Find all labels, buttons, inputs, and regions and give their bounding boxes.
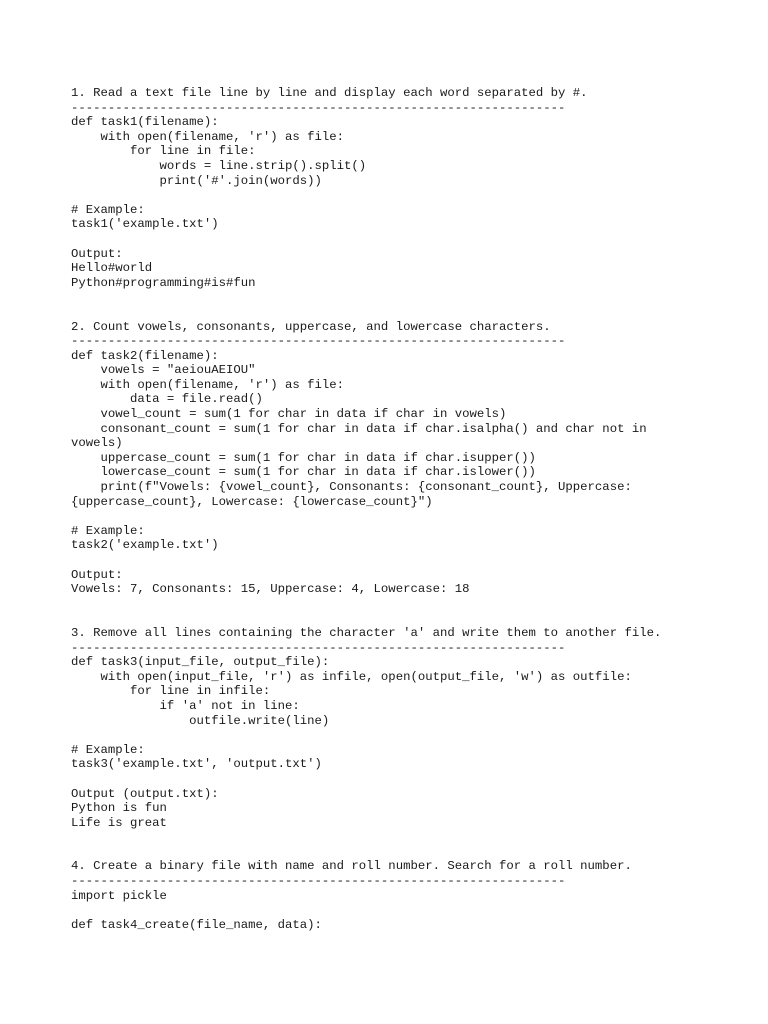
section-heading: 1. Read a text file line by line and display each word separated by #. (71, 86, 588, 100)
code-line: if 'a' not in line: (71, 698, 300, 713)
section-1 (71, 86, 751, 290)
code-line: import pickle (71, 888, 167, 903)
example-label: # Example: (71, 523, 145, 538)
output-label: Output: (71, 567, 123, 582)
code-block (71, 349, 751, 510)
code-line: words = line.strip().split() (71, 158, 367, 173)
divider: ------------------------------------------------------------------- (71, 874, 566, 889)
code-line: print('#'.join(words)) (71, 173, 322, 188)
code-line: def task4_create(file_name, data): (71, 917, 322, 932)
section-2 (71, 320, 751, 597)
output-line: Python is fun (71, 801, 167, 816)
code-line: with open(filename, 'r') as file: (71, 129, 345, 144)
example-label: # Example: (71, 742, 145, 757)
section-heading: 3. Remove all lines containing the character 'a' and write them to another file. (71, 625, 662, 640)
code-line (71, 903, 751, 918)
document-page (71, 86, 751, 932)
output-line: Python#programming#is#fun (71, 275, 256, 290)
code-line: def task2(filename): (71, 348, 219, 363)
code-line: with open(filename, 'r') as file: (71, 377, 345, 392)
code-line: vowel_count = sum(1 for char in data if char in vowels) (71, 407, 507, 422)
section-heading: 2. Count vowels, consonants, uppercase, and lowercase characters. (71, 319, 551, 334)
code-block (71, 655, 751, 728)
divider: ------------------------------------------------------------------- (71, 334, 566, 349)
example-call: task3('example.txt', 'output.txt') (71, 757, 322, 772)
code-line: {uppercase_count}, Lowercase: {lowercase_count}") (71, 494, 433, 509)
output-label: Output (output.txt): (71, 786, 219, 801)
code-block (71, 115, 751, 188)
code-line: vowels = "aeiouAEIOU" (71, 363, 256, 378)
output-line: Life is great (71, 815, 167, 830)
section-3 (71, 626, 751, 830)
example-label: # Example: (71, 202, 145, 217)
example-call: task2('example.txt') (71, 538, 219, 553)
output-line: Hello#world (71, 261, 153, 276)
code-line: for line in file: (71, 144, 256, 159)
example-call: task1('example.txt') (71, 217, 219, 232)
code-line: with open(input_file, 'r') as infile, open(output_file, 'w') as outfile: (71, 669, 632, 684)
code-line: for line in infile: (71, 684, 271, 699)
divider: ------------------------------------------------------------------- (71, 100, 566, 115)
output-label: Output: (71, 246, 123, 261)
code-block (71, 889, 751, 933)
code-line: def task3(input_file, output_file): (71, 655, 330, 670)
divider: ------------------------------------------------------------------- (71, 640, 566, 655)
code-line: outfile.write(line) (71, 713, 330, 728)
code-line: uppercase_count = sum(1 for char in data if char.isupper()) (71, 450, 536, 465)
section-4 (71, 859, 751, 932)
code-line: consonant_count = sum(1 for char in data if char.isalpha() and char not in (71, 421, 647, 436)
code-line: def task1(filename): (71, 115, 219, 130)
code-line: lowercase_count = sum(1 for char in data if char.islower()) (71, 465, 536, 480)
code-line: data = file.read() (71, 392, 263, 407)
section-heading: 4. Create a binary file with name and roll number. Search for a roll number. (71, 859, 632, 874)
code-line: print(f"Vowels: {vowel_count}, Consonants: {consonant_count}, Uppercase: (71, 480, 632, 495)
output-line: Vowels: 7, Consonants: 15, Uppercase: 4, Lowercase: 18 (71, 582, 470, 597)
code-line: vowels) (71, 436, 123, 451)
